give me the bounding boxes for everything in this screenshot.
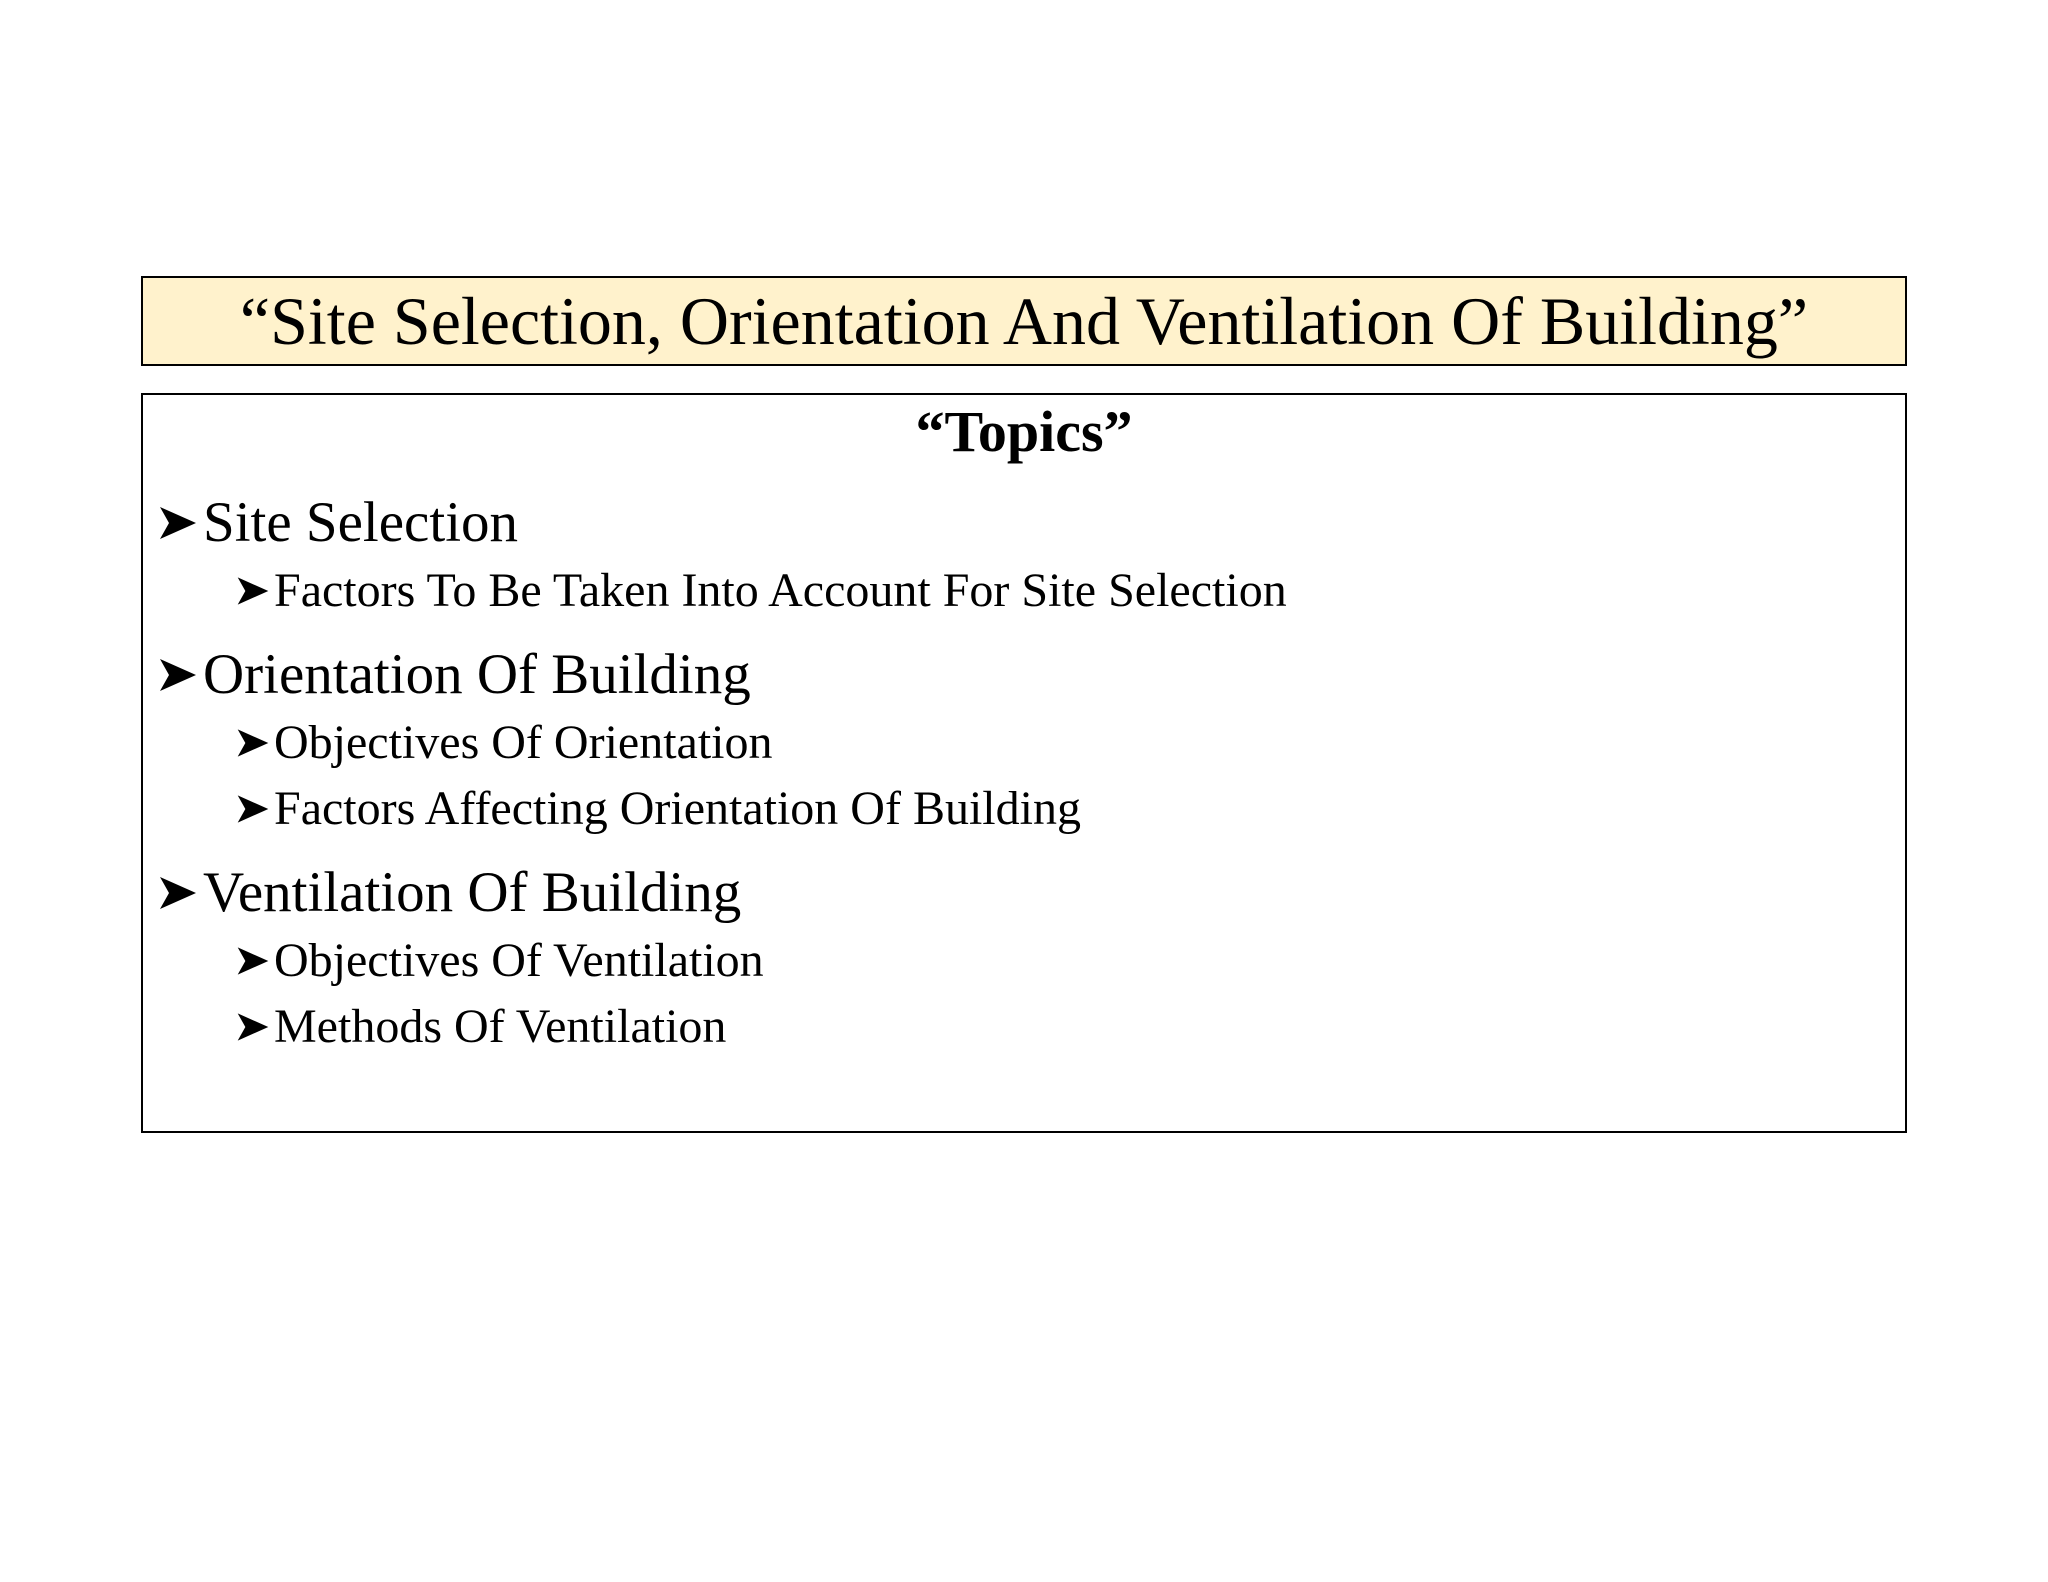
topic-item-orientation xyxy=(158,643,751,706)
subtopic-label: Factors Affecting Orientation Of Building xyxy=(274,782,1081,835)
topic-label: Orientation Of Building xyxy=(203,643,751,706)
arrowhead-bullet-icon xyxy=(158,653,203,693)
title-banner xyxy=(141,276,1907,366)
subtopic-label: Objectives Of Ventilation xyxy=(274,934,764,987)
arrowhead-bullet-icon xyxy=(158,871,203,911)
arrowhead-bullet-icon xyxy=(236,790,274,824)
topics-heading: “Topics” xyxy=(915,399,1133,464)
arrowhead-bullet-icon xyxy=(236,572,274,606)
arrowhead-bullet-icon xyxy=(158,501,203,541)
topic-item-ventilation xyxy=(158,861,742,924)
subtopic-label: Methods Of Ventilation xyxy=(274,1000,727,1053)
page-title: “Site Selection, Orientation And Ventilation Of Building” xyxy=(239,283,1809,359)
topic-item-site-selection xyxy=(158,491,519,554)
subtopic-item xyxy=(236,1000,727,1053)
subtopic-label: Factors To Be Taken Into Account For Site Selection xyxy=(274,564,1287,617)
topic-label: Ventilation Of Building xyxy=(203,861,742,924)
arrowhead-bullet-icon xyxy=(236,724,274,758)
topic-label: Site Selection xyxy=(203,491,519,554)
subtopic-item xyxy=(236,934,764,987)
subtopic-item xyxy=(236,564,1287,617)
subtopic-label: Objectives Of Orientation xyxy=(274,716,773,769)
arrowhead-bullet-icon xyxy=(236,942,274,976)
subtopic-item xyxy=(236,716,773,769)
arrowhead-bullet-icon xyxy=(236,1008,274,1042)
subtopic-item xyxy=(236,782,1081,835)
